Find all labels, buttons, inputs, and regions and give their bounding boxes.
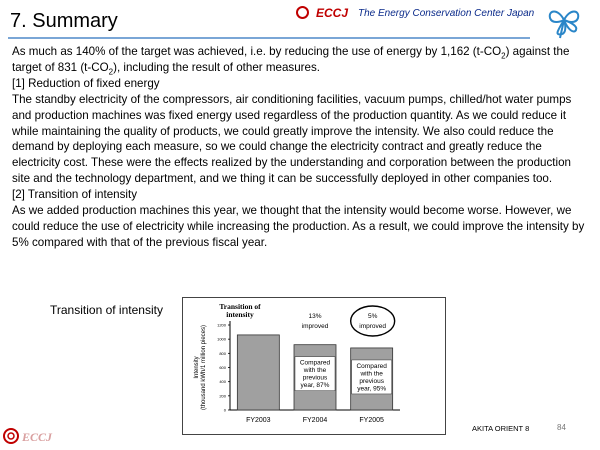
intensity-heading: [2] Transition of intensity — [12, 188, 138, 202]
fixed-energy-heading: [1] Reduction of fixed energy — [12, 76, 160, 90]
intensity-chart — [182, 297, 446, 435]
organization-name: The Energy Conservation Center Japan — [358, 8, 535, 19]
intensity-paragraph: As we added production machines this year, we thought that the intensity would become worse. However, we could reduce the use of electricity while increasing the production. As a result, we could improve the intensity by 5% compared with that of the previous fiscal year. — [12, 204, 585, 249]
y-tick-label: 0 — [223, 407, 226, 413]
page-number: 84 — [557, 423, 566, 432]
eccj-logo-icon — [296, 6, 309, 19]
improvement-label-fy2005: 5% improved — [359, 313, 387, 330]
summary-body — [12, 44, 592, 251]
y-tick-label: 800 — [219, 350, 226, 356]
page-title: 7. Summary — [10, 10, 118, 32]
bar-fy2003 — [237, 335, 279, 410]
y-tick-label: 1000 — [217, 336, 226, 342]
eccj-logo-text: ECCJ — [316, 6, 349, 20]
y-tick-label: 400 — [219, 379, 226, 385]
y-axis-label: Intensity(thousand kWh/1 million pieces) — [194, 324, 207, 411]
y-tick-label: 200 — [219, 393, 226, 399]
x-tick-label: FY2003 — [246, 417, 271, 424]
chart-title: Transition of intensity — [219, 302, 261, 319]
improvement-label-fy2004: 13% improved — [301, 313, 329, 330]
x-tick-label: FY2005 — [359, 417, 384, 424]
chart-caption: Transition of intensity — [50, 303, 163, 317]
y-tick-label: 1200 — [217, 322, 226, 328]
fixed-energy-paragraph: The standby electricity of the compressors, air conditioning facilities, vacuum pumps, chilled/hot water pumps and production machines was fixed energy used regardless of the production quantity. As we could reduce it while maintaining the quality of products, we could greatly improve the intensity. We also could reduce the demand by deploying each measure, so we could change the electricity contract and greatly reduce the electricity cost. These were the effects realized by the understanding and corporation between the production site and the technology department, and we thing it can be successfully deployed in other companies too. — [12, 92, 572, 186]
clover-logo-icon — [540, 0, 588, 40]
company-name: AKITA ORIENT 8 — [472, 424, 530, 433]
x-tick-label: FY2004 — [302, 417, 328, 424]
y-tick-label: 600 — [219, 365, 226, 370]
eccj-footer-logo — [2, 426, 62, 446]
bar-note: Compared with the previous year, 95% — [356, 362, 387, 393]
title-underline — [8, 37, 530, 39]
improvement-circle — [351, 306, 395, 336]
bar-note: Compared with the previous year, 87% — [299, 359, 331, 390]
achievement-paragraph: As much as 140% of the target was achieved, i.e. by reducing the use of energy by 1,162 $(t-CO_2)$ against the target of 831 $(t-CO_2)$, including the result of other measures. — [12, 45, 570, 77]
eccj-footer-logo-text: ECCJ — [22, 430, 53, 444]
